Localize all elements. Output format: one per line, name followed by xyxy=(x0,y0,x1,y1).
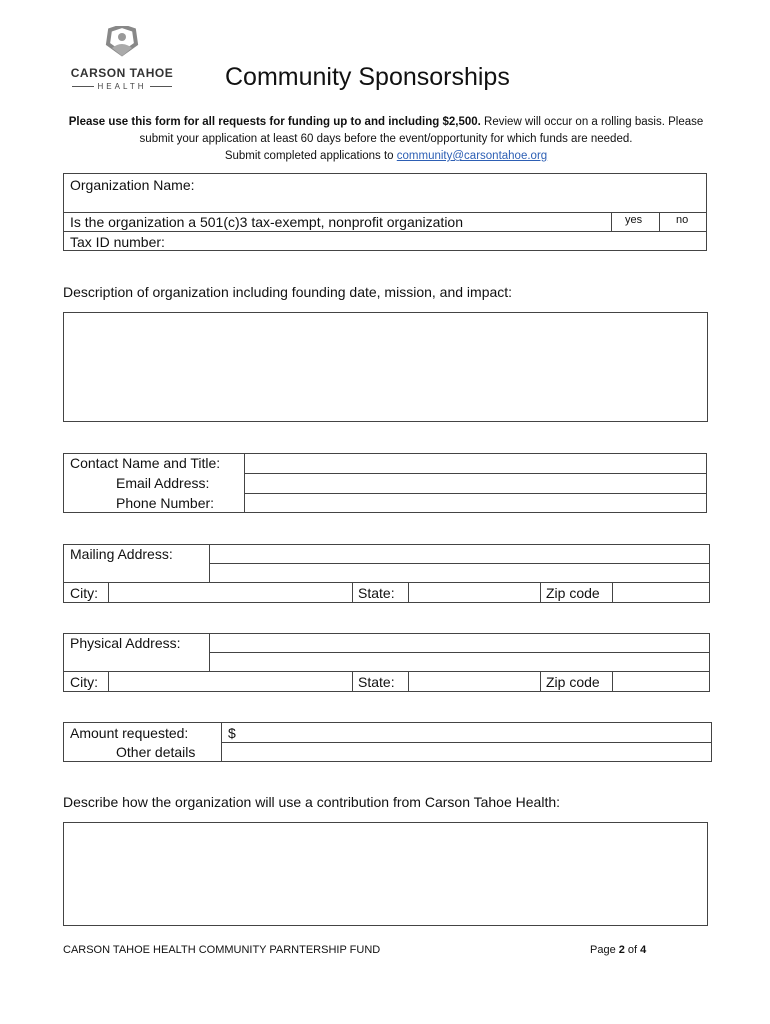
mailing-zip-field[interactable] xyxy=(613,583,709,602)
physical-state-field[interactable] xyxy=(409,672,539,691)
physical-city-field[interactable] xyxy=(109,672,351,691)
intro-bold: Please use this form for all requests for funding up to and including $2,500. xyxy=(68,116,481,128)
carson-tahoe-logo xyxy=(60,26,184,98)
mailing-zip-label: Zip code xyxy=(546,585,600,601)
contact-phone-label: Phone Number: xyxy=(116,495,215,511)
intro-text-2: Submit completed applications to xyxy=(224,150,397,162)
email-link[interactable]: community@carsontahoe.org xyxy=(396,150,548,162)
nonprofit-no-option[interactable]: no xyxy=(676,214,689,226)
organization-name-field[interactable] xyxy=(210,174,706,211)
mailing-city-field[interactable] xyxy=(109,583,351,602)
physical-address-line1-field[interactable] xyxy=(210,634,709,652)
tax-id-label: Tax ID number: xyxy=(70,234,165,250)
organization-name-label: Organization Name: xyxy=(70,177,195,193)
nonprofit-question: Is the organization a 501(c)3 tax-exempt, nonprofit organization xyxy=(70,214,464,230)
logo-emblem-icon xyxy=(96,26,148,62)
contact-email-label: Email Address: xyxy=(116,475,210,491)
physical-zip-label: Zip code xyxy=(546,674,600,690)
mailing-address-label: Mailing Address: xyxy=(70,546,173,562)
description-label: Description of organization including founding date, mission, and impact: xyxy=(63,284,513,300)
other-details-field[interactable] xyxy=(222,743,711,761)
physical-zip-field[interactable] xyxy=(613,672,709,691)
other-details-label: Other details xyxy=(116,744,196,760)
physical-address-label: Physical Address: xyxy=(70,635,181,651)
contact-name-label: Contact Name and Title: xyxy=(70,455,221,471)
physical-address-line2-field[interactable] xyxy=(210,653,709,671)
physical-city-label: City: xyxy=(70,674,98,690)
mailing-state-field[interactable] xyxy=(409,583,539,602)
intro-text-1: Review will occur on a rolling basis. Please submit your application at least 60 days before the event/opportunity for which funds are needed. xyxy=(139,116,704,145)
contact-name-field[interactable] xyxy=(245,454,706,473)
amount-requested-field[interactable]: $ xyxy=(228,725,236,741)
logo-subtitle: HEALTH xyxy=(60,82,184,91)
mailing-city-label: City: xyxy=(70,585,98,601)
page-number: Page 2 of 4 xyxy=(590,944,647,956)
footer-fund-name: CARSON TAHOE HEALTH COMMUNITY PARNTERSHIP FUND xyxy=(63,944,381,956)
usage-label: Describe how the organization will use a contribution from Carson Tahoe Health: xyxy=(63,794,561,810)
intro-text xyxy=(56,114,716,165)
description-textarea[interactable] xyxy=(63,312,708,422)
contact-email-field[interactable] xyxy=(245,474,706,493)
mailing-state-label: State: xyxy=(358,585,395,601)
page-title: Community Sponsorships xyxy=(225,63,510,91)
usage-textarea[interactable] xyxy=(63,822,708,926)
contact-phone-field[interactable] xyxy=(245,494,706,512)
nonprofit-yes-option[interactable]: yes xyxy=(625,214,643,226)
logo-name: CARSON TAHOE xyxy=(70,66,174,80)
physical-state-label: State: xyxy=(358,674,395,690)
mailing-address-line1-field[interactable] xyxy=(210,545,709,563)
mailing-address-line2-field[interactable] xyxy=(210,564,709,582)
tax-id-field[interactable] xyxy=(180,232,706,250)
amount-requested-label: Amount requested: xyxy=(70,725,189,741)
